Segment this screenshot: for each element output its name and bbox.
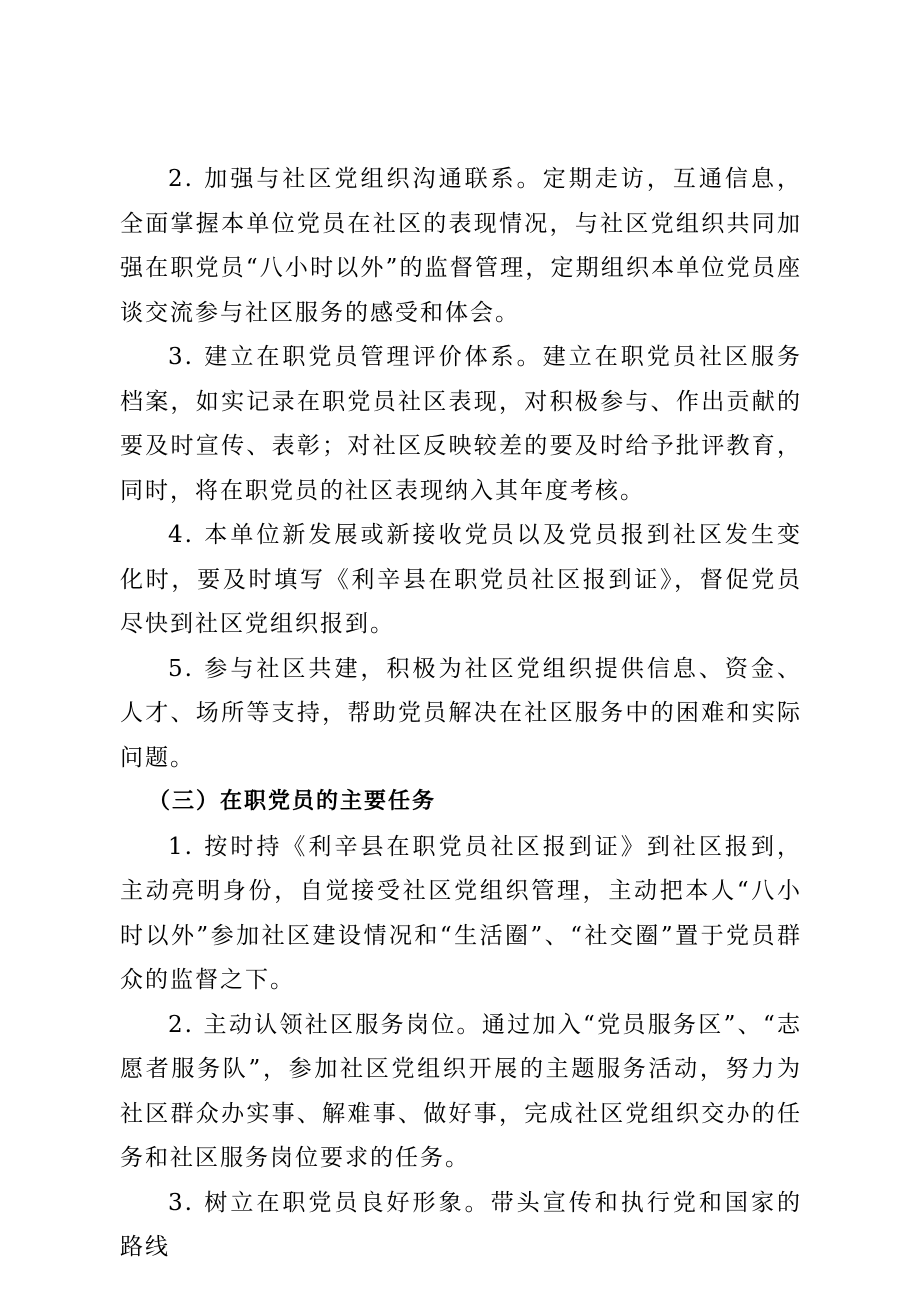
task-paragraph-3: 3. 树立在职党员良好形象。带头宣传和执行党和国家的路线: [120, 1189, 802, 1260]
paragraph-4: 4. 本单位新发展或新接收党员以及党员报到社区发生变化时，要及时填写《利辛县在职党员社区报到证》，督促党员尽快到社区党组织报到。: [120, 522, 802, 637]
paragraph-5: 5. 参与社区共建，积极为社区党组织提供信息、资金、人才、场所等支持，帮助党员解决在社区服务中的困难和实际问题。: [120, 655, 802, 771]
section-heading: （三）在职党员的主要任务: [148, 789, 437, 814]
paragraph-2: 2. 加强与社区党组织沟通联系。定期走访，互通信息，全面掌握本单位党员在社区的表现情况，与社区党组织共同加强在职党员“八小时以外”的监督管理，定期组织本单位党员座谈交流参与社区服务的感受和体会。: [120, 166, 802, 326]
task-paragraph-1: 1. 按时持《利辛县在职党员社区报到证》到社区报到，主动亮明身份，自觉接受社区党组织管理，主动把本人“八小时以外”参加社区建设情况和“生活圈”、“社交圈”置于党员群众的监督之下。: [120, 833, 802, 993]
paragraph-3: 3. 建立在职党员管理评价体系。建立在职党员社区服务档案，如实记录在职党员社区表现，对积极参与、作出贡献的要及时宣传、表彰；对社区反映较差的要及时给予批评教育，同时，将在职党员的社区表现纳入其年度考核。: [120, 344, 802, 504]
task-paragraph-2: 2. 主动认领社区服务岗位。通过加入“党员服务区”、“志愿者服务队”，参加社区党组织开展的主题服务活动，努力为社区群众办实事、解难事、做好事，完成社区党组织交办的任务和社区服务岗位要求的任务。: [120, 1011, 802, 1171]
document-body: [120, 157, 802, 1270]
